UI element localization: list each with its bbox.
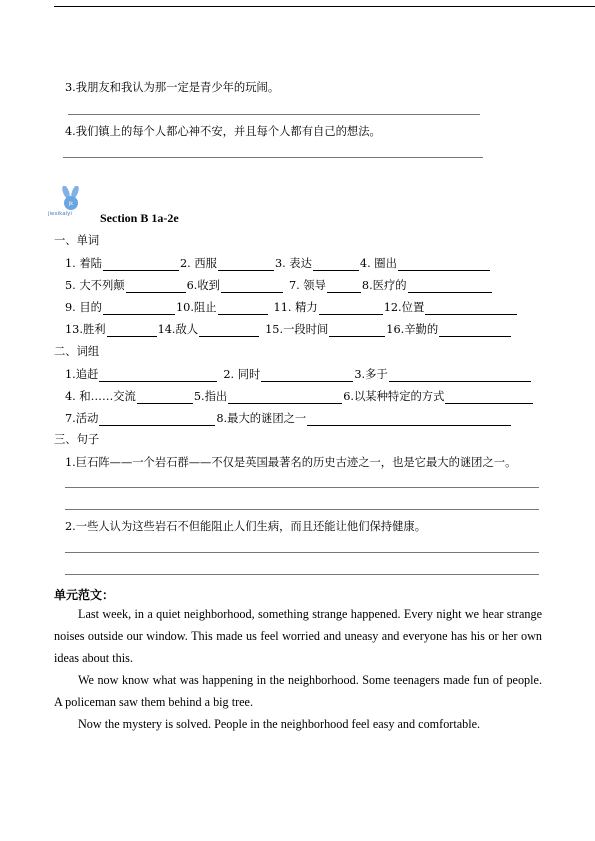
essay-body (54, 603, 542, 735)
blank[interactable] (228, 391, 342, 404)
page-top-border (54, 6, 595, 7)
answer-line[interactable] (65, 487, 539, 488)
phrase-row: 1.追赶 2. 同时 3.多于 (65, 366, 532, 382)
blank[interactable] (261, 369, 353, 382)
blank[interactable] (218, 258, 274, 271)
blank[interactable] (221, 280, 283, 293)
blank[interactable] (99, 413, 215, 426)
blank[interactable] (218, 302, 268, 315)
logo (46, 186, 94, 216)
blank[interactable] (126, 280, 186, 293)
answer-line[interactable] (68, 114, 480, 115)
svg-text:jk: jk (68, 201, 74, 207)
blank[interactable] (307, 413, 511, 426)
essay-paragraph: Last week, in a quiet neighborhood, something strange happened. Every night we hear strange noises outside our window. This made us feel worried and uneasy and everyone has his or her own ideas about this. (54, 607, 542, 665)
vocab-row: 5. 大不列颠 6.收到 7. 领导 8.医疗的 (65, 277, 493, 293)
sentence-item: 1.巨石阵——一个岩石群——不仅是英国最著名的历史古迹之一，也是它最大的谜团之一。 (65, 456, 517, 469)
part2-heading: 二、词组 (54, 345, 100, 358)
essay-paragraph: We now know what was happening in the neighborhood. Some teenagers made fun of people. A policeman saw them behind a big tree. (54, 673, 542, 709)
blank[interactable] (99, 369, 217, 382)
vocab-row: 9. 目的 10.阻止 11. 精力 12.位置 (65, 299, 518, 315)
blank[interactable] (389, 369, 531, 382)
blank[interactable] (137, 391, 193, 404)
phrase-row: 4. 和……交流 5.指出 6.以某种特定的方式 (65, 388, 534, 404)
part1-heading: 一、单词 (54, 234, 100, 247)
blank[interactable] (408, 280, 492, 293)
blank[interactable] (425, 302, 517, 315)
answer-line[interactable] (65, 509, 539, 510)
essay-paragraph: Now the mystery is solved. People in the neighborhood feel easy and comfortable. (78, 717, 481, 731)
blank[interactable] (327, 280, 361, 293)
vocab-row: 1. 着陆 2. 西服 3. 表达 4. 圈出 (65, 255, 491, 271)
answer-line[interactable] (65, 574, 539, 575)
essay-title: 单元范文： (54, 588, 115, 602)
blank[interactable] (313, 258, 359, 271)
blank[interactable] (439, 324, 511, 337)
answer-line[interactable] (65, 552, 539, 553)
section-title: Section B 1a-2e (100, 211, 179, 225)
blank[interactable] (319, 302, 383, 315)
blank[interactable] (107, 324, 157, 337)
part3-heading: 三、句子 (54, 433, 100, 446)
blank[interactable] (329, 324, 385, 337)
blank[interactable] (398, 258, 490, 271)
answer-line[interactable] (63, 157, 483, 158)
sentence-item: 2.一些人认为这些岩石不但能阻止人们生病，而且还能让他们保持健康。 (65, 520, 426, 533)
svg-text:jiexikaiyi: jiexikaiyi (48, 211, 72, 216)
blank[interactable] (103, 302, 175, 315)
phrase-row: 7.活动 8.最大的谜团之一 (65, 410, 512, 426)
blank[interactable] (445, 391, 533, 404)
blank[interactable] (199, 324, 259, 337)
vocab-row: 13.胜利 14.敌人 15.一段时间 16.辛勤的 (65, 321, 512, 337)
top-item-3: 3.我朋友和我认为那一定是青少年的玩闹。 (65, 81, 280, 94)
blank[interactable] (103, 258, 179, 271)
top-item-4: 4.我们镇上的每个人都心神不安，并且每个人都有自己的想法。 (65, 125, 381, 138)
